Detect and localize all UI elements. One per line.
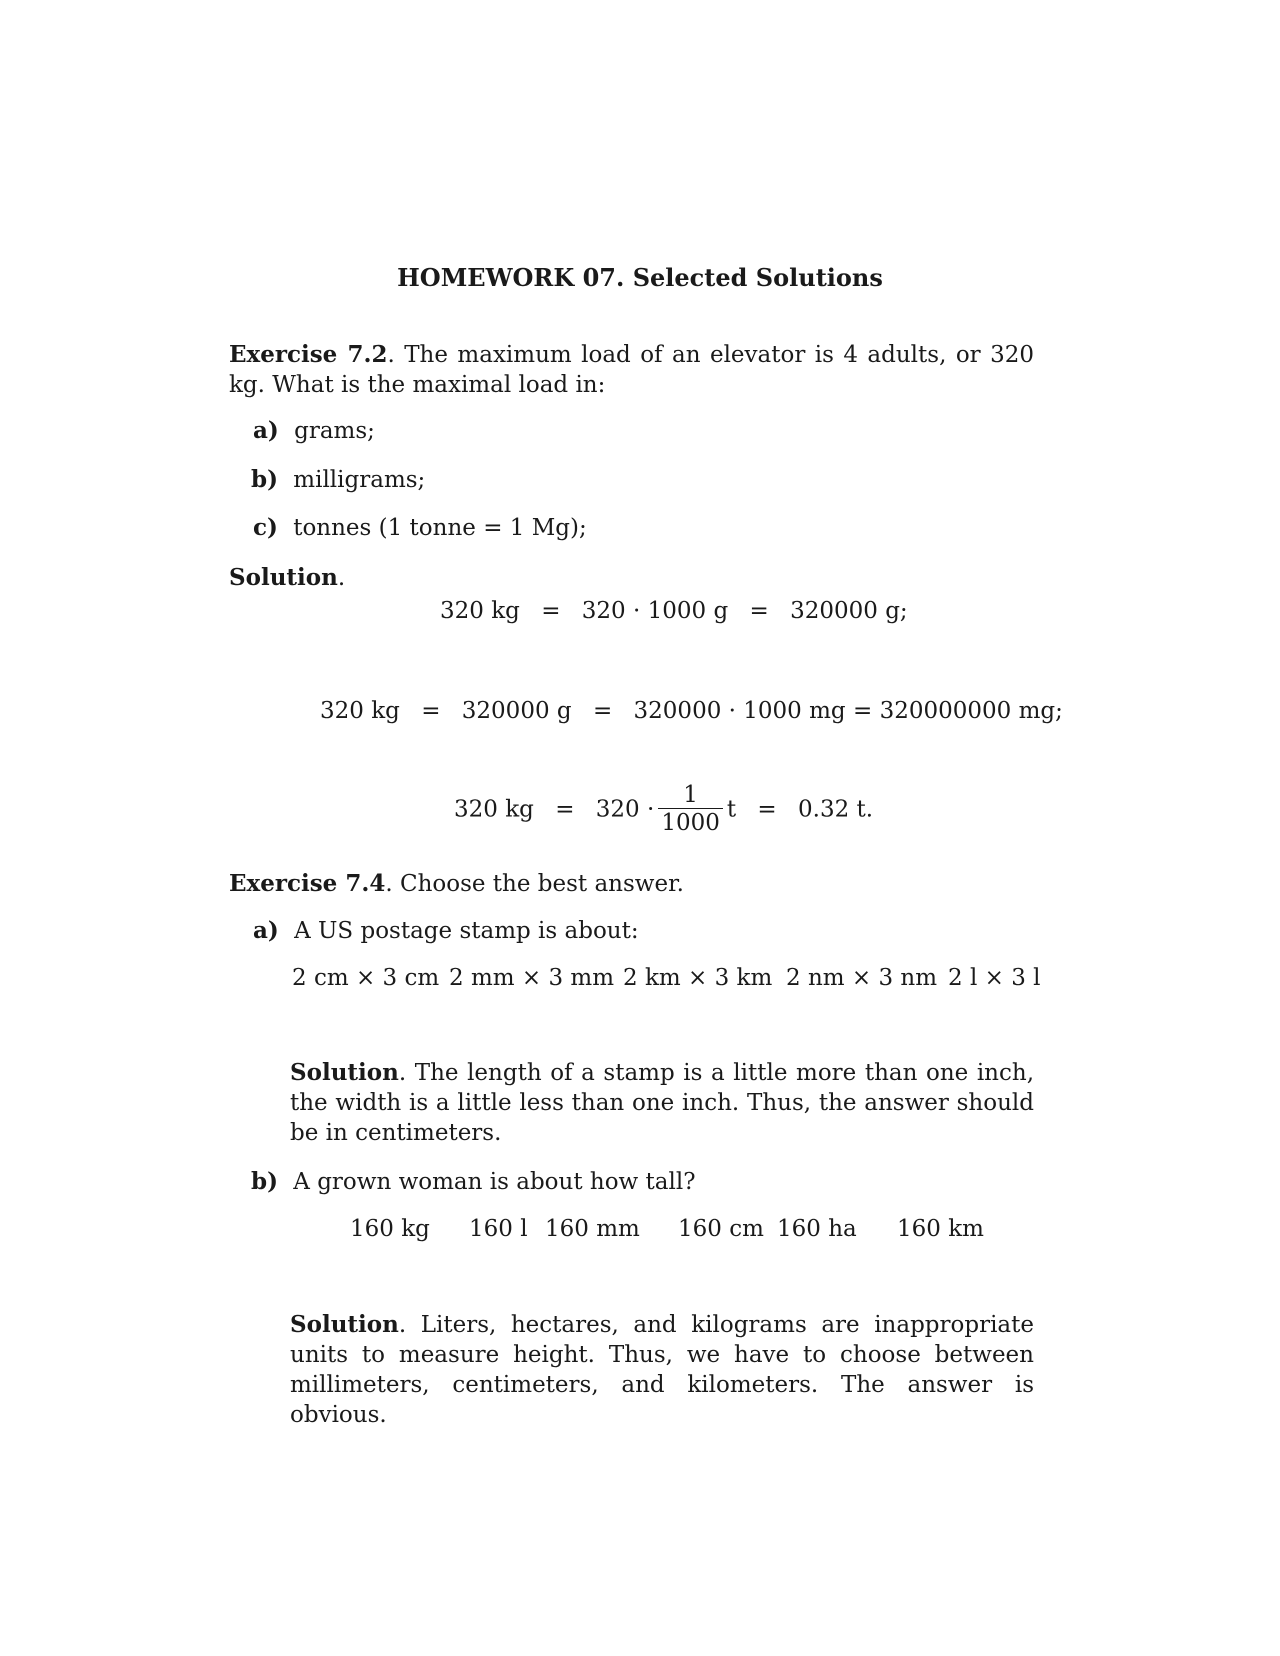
answer-option: 160 kg: [350, 1216, 430, 1242]
exercise-7-4-text: Choose the best answer.: [399, 871, 684, 897]
equation-mid: 320 · 1000 g: [581, 598, 729, 624]
answer-option: 2 mm × 3 mm: [449, 965, 615, 991]
list-item: [253, 416, 375, 446]
item-text: tonnes (1 tonne = 1 Mg);: [293, 515, 587, 541]
answer-option: 160 cm: [678, 1216, 764, 1242]
question-a: [253, 916, 639, 946]
answer-option: 160 mm: [545, 1216, 640, 1242]
equation-lhs: 320 kg: [320, 698, 400, 724]
question-text: A US postage stamp is about:: [294, 918, 639, 944]
item-label: a): [253, 917, 279, 944]
item-text: grams;: [294, 418, 375, 444]
fraction: [658, 782, 723, 837]
solution-label: Solution: [290, 1059, 399, 1086]
item-label: b): [251, 1168, 278, 1195]
answer-option: 160 ha: [777, 1216, 857, 1242]
equation-tonnes: 320 kg = 320 · $\frac{1}{1000}$ t = 0.32 t.: [454, 782, 874, 836]
equation-rhs: 320000 g;: [790, 598, 908, 624]
question-b: [251, 1167, 696, 1197]
solution-text: Liters, hectares, and kilograms are inappropriate units to measure height. Thus, we have to choose between millimeters, centimeters, and kilometers. The answer is obvious.: [290, 1312, 1034, 1428]
answer-option: 160 l: [469, 1216, 528, 1242]
fraction-numerator: 1: [658, 782, 723, 809]
solution-label: Solution: [290, 1311, 399, 1338]
item-text: milligrams;: [293, 467, 426, 493]
list-item: [251, 465, 425, 495]
answer-option: 2 km × 3 km: [623, 965, 773, 991]
solution-a: Solution. The length of a stamp is a little more than one inch, the width is a little less than one inch. Thus, the answer should be in centimeters.: [290, 1059, 1035, 1146]
answer-option: 2 nm × 3 nm: [786, 965, 938, 991]
equation-milligrams: 320 kg = 320000 g = 320000 · 1000 mg = 320000000 mg;: [320, 698, 1063, 724]
equation-unit: t: [726, 796, 737, 823]
item-label: b): [251, 466, 278, 493]
equation-rhs: 320000000 mg;: [879, 698, 1063, 724]
exercise-7-2-statement: Exercise 7.2. The maximum load of an elevator is 4 adults, or 320 kg. What is the maximal load in:: [229, 341, 1035, 398]
equation-grams: 320 kg = 320 · 1000 g = 320000 g;: [440, 598, 908, 624]
equation-rhs: 0.32 t.: [798, 796, 874, 823]
fraction-denominator: 1000: [661, 810, 720, 836]
solution-heading: Solution.: [229, 564, 346, 591]
equation-mid-2: 320000 · 1000 mg: [633, 698, 846, 724]
answer-option: 2 cm × 3 cm: [292, 965, 440, 991]
page-title: HOMEWORK 07. Selected Solutions: [397, 263, 883, 292]
item-label: a): [253, 417, 279, 444]
solution-text: The length of a stamp is a little more than one inch, the width is a little less than one inch. Thus, the answer should be in centimeters.: [290, 1060, 1035, 1146]
exercise-7-4-statement: Exercise 7.4. Choose the best answer.: [229, 870, 684, 897]
equation-mid-1: 320000 g: [461, 698, 572, 724]
question-text: A grown woman is about how tall?: [293, 1169, 696, 1195]
equation-lhs: 320 kg: [454, 796, 534, 823]
exercise-7-4-label: Exercise 7.4: [229, 870, 386, 897]
solution-b: Solution. Liters, hectares, and kilograms are inappropriate units to measure height. Thus, we have to choose between millimeters, centimeters, and kilometers. The answer is obvious.: [290, 1311, 1034, 1428]
answer-option: 160 km: [897, 1216, 984, 1242]
item-label: c): [253, 514, 278, 541]
list-item: [253, 513, 587, 543]
equation-coef: 320 ·: [595, 796, 655, 823]
exercise-7-2-label: Exercise 7.2: [229, 341, 388, 368]
exercise-7-2-text: The maximum load of an elevator is 4 adults, or 320 kg. What is the maximal load in:: [229, 342, 1035, 398]
solution-label: Solution: [229, 564, 338, 591]
answer-option: 2 l × 3 l: [948, 965, 1041, 991]
equation-lhs: 320 kg: [440, 598, 520, 624]
